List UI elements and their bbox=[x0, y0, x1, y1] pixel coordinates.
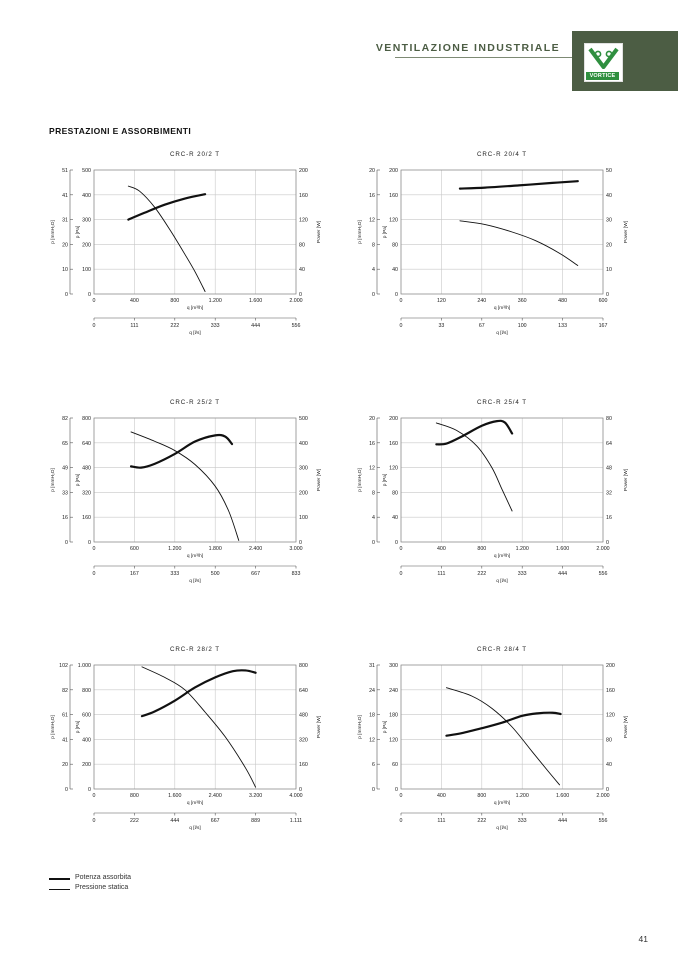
mm-tick-label: 0 bbox=[372, 540, 375, 546]
mm-tick-label: 41 bbox=[62, 192, 68, 199]
x-tick-label: 0 bbox=[92, 793, 96, 799]
y-tick-label: 0 bbox=[395, 292, 398, 298]
y-axis-label: p [Pa] bbox=[383, 720, 388, 734]
x-tick-label: 1.200 bbox=[515, 793, 529, 799]
x2-tick-label: 111 bbox=[437, 818, 446, 824]
y-tick-label: 80 bbox=[392, 490, 398, 497]
y-tick-label: 40 bbox=[392, 515, 398, 522]
mm-tick-label: 20 bbox=[369, 168, 375, 174]
y2-tick-label: 0 bbox=[299, 787, 302, 793]
x-tick-label: 480 bbox=[558, 298, 568, 304]
chart-crc-r-25-4-t bbox=[355, 396, 655, 586]
mm-tick-label: 12 bbox=[369, 217, 375, 224]
mm-axis-label: p [mmH₂O] bbox=[51, 468, 56, 492]
x-tick-label: 2.000 bbox=[289, 298, 303, 304]
y-axis-label: p [Pa] bbox=[383, 225, 388, 239]
y2-tick-label: 0 bbox=[606, 292, 609, 298]
x-tick-label: 3.200 bbox=[248, 793, 263, 799]
y2-tick-label: 120 bbox=[299, 217, 308, 224]
power-curve bbox=[446, 713, 560, 736]
x-tick-label: 800 bbox=[477, 546, 487, 552]
logo-wordmark: VORTICE bbox=[586, 72, 619, 80]
x2-axis-label: q [l/s] bbox=[496, 579, 508, 584]
y-tick-label: 240 bbox=[389, 687, 398, 694]
x2-tick-label: 0 bbox=[92, 571, 96, 577]
y2-axis-label: Power [W] bbox=[317, 220, 322, 244]
x2-tick-label: 1.111 bbox=[289, 818, 303, 824]
mm-tick-label: 82 bbox=[62, 416, 68, 422]
x-tick-label: 2.000 bbox=[596, 546, 610, 552]
y-tick-label: 500 bbox=[82, 168, 91, 174]
y-tick-label: 160 bbox=[389, 440, 398, 447]
x-tick-label: 800 bbox=[477, 793, 487, 799]
y-tick-label: 120 bbox=[389, 737, 398, 744]
y2-tick-label: 400 bbox=[299, 440, 308, 447]
y-tick-label: 80 bbox=[392, 242, 398, 249]
y2-tick-label: 48 bbox=[606, 465, 612, 472]
mm-tick-label: 49 bbox=[62, 465, 68, 472]
plot-frame bbox=[401, 665, 603, 789]
y-tick-label: 40 bbox=[392, 267, 398, 274]
mm-axis-label: p [mmH₂O] bbox=[358, 715, 363, 739]
chart-title: CRC-R 25/4 T bbox=[477, 399, 527, 406]
x-tick-label: 600 bbox=[129, 546, 139, 552]
x2-tick-label: 167 bbox=[129, 571, 139, 577]
mm-tick-label: 20 bbox=[369, 416, 375, 422]
y2-tick-label: 80 bbox=[606, 416, 612, 422]
y2-tick-label: 160 bbox=[299, 762, 308, 769]
y-tick-label: 600 bbox=[82, 712, 91, 719]
x2-tick-label: 333 bbox=[210, 323, 220, 329]
mm-tick-label: 4 bbox=[372, 267, 375, 274]
y2-tick-label: 640 bbox=[299, 687, 308, 694]
mm-tick-label: 31 bbox=[62, 217, 68, 224]
x-axis-label: q [m³/h] bbox=[186, 306, 204, 311]
mm-tick-label: 51 bbox=[62, 168, 68, 174]
x2-axis-label: q [l/s] bbox=[496, 826, 508, 831]
mm-tick-label: 8 bbox=[372, 490, 375, 497]
x2-tick-label: 33 bbox=[438, 323, 445, 329]
y2-tick-label: 40 bbox=[299, 267, 305, 274]
x-tick-label: 1.800 bbox=[208, 546, 222, 552]
mm-tick-label: 0 bbox=[65, 540, 68, 546]
mm-tick-label: 6 bbox=[372, 762, 375, 769]
y2-tick-label: 10 bbox=[606, 267, 612, 274]
x-tick-label: 2.400 bbox=[248, 546, 263, 552]
y2-tick-label: 32 bbox=[606, 490, 612, 497]
y-axis-label: p [Pa] bbox=[76, 473, 81, 487]
y-tick-label: 0 bbox=[395, 540, 398, 546]
x-tick-label: 0 bbox=[399, 298, 403, 304]
legend-label-pressure: Pressione statica bbox=[75, 884, 129, 891]
y2-tick-label: 0 bbox=[299, 292, 302, 298]
y2-axis-label: Power [W] bbox=[624, 715, 629, 739]
x2-tick-label: 444 bbox=[558, 818, 568, 824]
chart-svg bbox=[48, 396, 348, 586]
x-tick-label: 4.000 bbox=[289, 793, 303, 799]
x-tick-label: 0 bbox=[399, 546, 403, 552]
y2-tick-label: 200 bbox=[299, 490, 308, 497]
y-axis-label: p [Pa] bbox=[383, 473, 388, 487]
y2-tick-label: 80 bbox=[299, 242, 305, 249]
mm-tick-label: 0 bbox=[372, 292, 375, 298]
y-axis-label: p [Pa] bbox=[76, 225, 81, 239]
mm-tick-label: 61 bbox=[62, 712, 68, 719]
legend-item-pressure bbox=[49, 884, 199, 894]
x2-tick-label: 889 bbox=[251, 818, 261, 824]
chart-svg bbox=[355, 643, 655, 833]
mm-tick-label: 16 bbox=[62, 515, 68, 522]
x2-tick-label: 111 bbox=[437, 571, 446, 577]
chart-svg bbox=[355, 148, 655, 338]
x-axis-label: q [m³/h] bbox=[493, 801, 511, 806]
x2-tick-label: 333 bbox=[517, 818, 527, 824]
x-tick-label: 1.600 bbox=[248, 298, 263, 304]
mm-tick-label: 18 bbox=[369, 712, 375, 719]
chart-crc-r-28-4-t bbox=[355, 643, 655, 833]
x2-tick-label: 444 bbox=[251, 323, 261, 329]
y-tick-label: 480 bbox=[82, 465, 91, 472]
y2-tick-label: 30 bbox=[606, 217, 612, 224]
y-tick-label: 120 bbox=[389, 217, 398, 224]
legend-label-power: Potenza assorbita bbox=[75, 874, 132, 881]
x2-tick-label: 0 bbox=[399, 323, 403, 329]
page-number: 41 bbox=[638, 934, 648, 944]
y-tick-label: 120 bbox=[389, 465, 398, 472]
x2-axis-label: q [l/s] bbox=[496, 331, 508, 336]
x-tick-label: 1.600 bbox=[555, 546, 570, 552]
y-tick-label: 400 bbox=[82, 192, 91, 199]
x-axis-label: q [m³/h] bbox=[186, 801, 204, 806]
y-tick-label: 300 bbox=[82, 217, 91, 224]
x2-tick-label: 222 bbox=[477, 571, 487, 577]
x-tick-label: 400 bbox=[436, 793, 446, 799]
chart-title: CRC-R 28/4 T bbox=[477, 646, 527, 653]
x2-tick-label: 333 bbox=[517, 571, 527, 577]
y-tick-label: 320 bbox=[82, 490, 91, 497]
y2-axis-label: Power [W] bbox=[317, 468, 322, 492]
mm-tick-label: 65 bbox=[62, 440, 68, 447]
chart-svg bbox=[48, 643, 348, 833]
y-tick-label: 180 bbox=[389, 712, 398, 719]
y2-axis-label: Power [W] bbox=[624, 468, 629, 492]
x-tick-label: 1.200 bbox=[208, 298, 222, 304]
y-axis-label: p [Pa] bbox=[76, 720, 81, 734]
mm-tick-label: 4 bbox=[372, 515, 375, 522]
x2-tick-label: 0 bbox=[92, 818, 96, 824]
x2-axis-label: q [l/s] bbox=[189, 826, 201, 831]
y2-tick-label: 160 bbox=[606, 687, 615, 694]
mm-tick-label: 12 bbox=[369, 737, 375, 744]
x2-tick-label: 667 bbox=[251, 571, 261, 577]
power-curve bbox=[142, 670, 256, 716]
y-tick-label: 800 bbox=[82, 416, 91, 422]
y2-tick-label: 0 bbox=[606, 787, 609, 793]
mm-tick-label: 8 bbox=[372, 242, 375, 249]
x-tick-label: 600 bbox=[598, 298, 608, 304]
y2-axis-label: Power [W] bbox=[317, 715, 322, 739]
x2-tick-label: 0 bbox=[92, 323, 96, 329]
plot-frame bbox=[94, 170, 296, 294]
x-tick-label: 2.400 bbox=[208, 793, 222, 799]
legend-swatch-thick bbox=[49, 878, 70, 880]
chart-crc-r-25-2-t bbox=[48, 396, 348, 586]
mm-axis-label: p [mmH₂O] bbox=[358, 468, 363, 492]
mm-tick-label: 82 bbox=[62, 687, 68, 694]
legend-swatch-thin bbox=[49, 889, 70, 890]
section-header-title: VENTILAZIONE INDUSTRIALE bbox=[375, 42, 560, 54]
mm-axis-label: p [mmH₂O] bbox=[51, 715, 56, 739]
x-tick-label: 1.600 bbox=[168, 793, 182, 799]
x2-tick-label: 444 bbox=[558, 571, 568, 577]
y-tick-label: 200 bbox=[389, 168, 398, 174]
mm-tick-label: 41 bbox=[62, 737, 68, 744]
x2-tick-label: 833 bbox=[291, 571, 301, 577]
mm-axis-label: p [mmH₂O] bbox=[51, 220, 56, 244]
y-tick-label: 0 bbox=[88, 540, 91, 546]
y-tick-label: 0 bbox=[88, 787, 91, 793]
legend bbox=[49, 874, 199, 894]
plot-frame bbox=[94, 418, 296, 542]
x2-tick-label: 100 bbox=[517, 323, 527, 329]
y2-tick-label: 320 bbox=[299, 737, 308, 744]
x2-tick-label: 67 bbox=[478, 323, 485, 329]
mm-tick-label: 0 bbox=[372, 787, 375, 793]
mm-tick-label: 16 bbox=[369, 192, 375, 199]
section-title: PRESTAZIONI E ASSORBIMENTI bbox=[49, 126, 192, 136]
mm-tick-label: 31 bbox=[369, 663, 375, 669]
x2-tick-label: 0 bbox=[399, 818, 403, 824]
y-tick-label: 160 bbox=[82, 515, 91, 522]
x-tick-label: 0 bbox=[399, 793, 403, 799]
y-tick-label: 200 bbox=[389, 416, 398, 422]
y2-tick-label: 480 bbox=[299, 712, 308, 719]
mm-tick-label: 24 bbox=[369, 687, 375, 694]
pressure-curve bbox=[446, 688, 559, 785]
y-tick-label: 400 bbox=[82, 737, 91, 744]
y2-tick-label: 40 bbox=[606, 192, 612, 199]
mm-tick-label: 20 bbox=[62, 762, 68, 769]
y2-axis-label: Power [W] bbox=[624, 220, 629, 244]
mm-tick-label: 12 bbox=[369, 465, 375, 472]
chart-title: CRC-R 28/2 T bbox=[170, 646, 220, 653]
mm-tick-label: 10 bbox=[62, 267, 68, 274]
chart-svg bbox=[355, 396, 655, 586]
y2-tick-label: 40 bbox=[606, 762, 612, 769]
y2-tick-label: 0 bbox=[606, 540, 609, 546]
chart-svg bbox=[48, 148, 348, 338]
chart-title: CRC-R 20/2 T bbox=[170, 151, 220, 158]
y2-tick-label: 300 bbox=[299, 465, 308, 472]
y2-tick-label: 20 bbox=[606, 242, 612, 249]
y2-tick-label: 16 bbox=[606, 515, 612, 522]
power-curve bbox=[131, 435, 232, 468]
x2-tick-label: 556 bbox=[291, 323, 301, 329]
chart-title: CRC-R 25/2 T bbox=[170, 399, 220, 406]
x2-axis-label: q [l/s] bbox=[189, 331, 201, 336]
mm-tick-label: 16 bbox=[369, 440, 375, 447]
power-curve bbox=[128, 194, 205, 219]
x2-tick-label: 0 bbox=[399, 571, 403, 577]
x2-tick-label: 333 bbox=[170, 571, 180, 577]
x2-tick-label: 167 bbox=[598, 323, 608, 329]
y-tick-label: 200 bbox=[82, 762, 91, 769]
x-axis-label: q [m³/h] bbox=[493, 554, 511, 559]
x-tick-label: 400 bbox=[129, 298, 139, 304]
y-tick-label: 160 bbox=[389, 192, 398, 199]
x2-axis-label: q [l/s] bbox=[189, 579, 201, 584]
plot-frame bbox=[401, 418, 603, 542]
mm-axis-label: p [mmH₂O] bbox=[358, 220, 363, 244]
pressure-curve bbox=[128, 186, 205, 291]
mm-tick-label: 20 bbox=[62, 242, 68, 249]
mm-tick-label: 102 bbox=[59, 663, 68, 669]
legend-item-power bbox=[49, 874, 199, 884]
y2-tick-label: 800 bbox=[299, 663, 308, 669]
x-axis-label: q [m³/h] bbox=[186, 554, 204, 559]
y-tick-label: 200 bbox=[82, 242, 91, 249]
x2-tick-label: 444 bbox=[170, 818, 180, 824]
plot-frame bbox=[94, 665, 296, 789]
x2-tick-label: 500 bbox=[210, 571, 220, 577]
y2-tick-label: 200 bbox=[606, 663, 615, 669]
x-tick-label: 120 bbox=[436, 298, 446, 304]
x2-tick-label: 556 bbox=[598, 571, 608, 577]
chart-title: CRC-R 20/4 T bbox=[477, 151, 527, 158]
chart-crc-r-20-4-t bbox=[355, 148, 655, 338]
x2-tick-label: 222 bbox=[477, 818, 487, 824]
x-tick-label: 2.000 bbox=[596, 793, 610, 799]
x-tick-label: 1.600 bbox=[555, 793, 570, 799]
power-curve bbox=[436, 421, 512, 445]
vortice-logo bbox=[584, 43, 623, 82]
x2-tick-label: 133 bbox=[558, 323, 568, 329]
y-tick-label: 0 bbox=[395, 787, 398, 793]
y-tick-label: 100 bbox=[82, 267, 91, 274]
x-tick-label: 1.200 bbox=[168, 546, 182, 552]
y2-tick-label: 160 bbox=[299, 192, 308, 199]
chart-crc-r-28-2-t bbox=[48, 643, 348, 833]
y2-tick-label: 100 bbox=[299, 515, 308, 522]
x2-tick-label: 222 bbox=[129, 818, 139, 824]
y-tick-label: 300 bbox=[389, 663, 398, 669]
x-tick-label: 0 bbox=[92, 546, 96, 552]
mm-tick-label: 0 bbox=[65, 292, 68, 298]
x2-tick-label: 111 bbox=[130, 323, 139, 329]
x-tick-label: 800 bbox=[170, 298, 180, 304]
y2-tick-label: 80 bbox=[606, 737, 612, 744]
x2-tick-label: 667 bbox=[210, 818, 220, 824]
x-axis-label: q [m³/h] bbox=[493, 306, 511, 311]
y2-tick-label: 50 bbox=[606, 168, 612, 174]
y-tick-label: 0 bbox=[88, 292, 91, 298]
mm-tick-label: 33 bbox=[62, 490, 68, 497]
y2-tick-label: 64 bbox=[606, 440, 612, 447]
pressure-curve bbox=[436, 423, 512, 511]
power-curve bbox=[460, 181, 578, 188]
y2-tick-label: 120 bbox=[606, 712, 615, 719]
x-tick-label: 360 bbox=[517, 298, 527, 304]
plot-frame bbox=[401, 170, 603, 294]
x2-tick-label: 556 bbox=[598, 818, 608, 824]
x-tick-label: 3.000 bbox=[289, 546, 303, 552]
y2-tick-label: 0 bbox=[299, 540, 302, 546]
pressure-curve bbox=[460, 221, 578, 266]
x-tick-label: 240 bbox=[477, 298, 487, 304]
mm-tick-label: 0 bbox=[65, 787, 68, 793]
y-tick-label: 60 bbox=[392, 762, 398, 769]
y2-tick-label: 200 bbox=[299, 168, 308, 174]
brand-logo-box bbox=[572, 31, 678, 91]
y-tick-label: 800 bbox=[82, 687, 91, 694]
y-tick-label: 640 bbox=[82, 440, 91, 447]
y-tick-label: 1.000 bbox=[77, 663, 91, 669]
x-tick-label: 1.200 bbox=[515, 546, 529, 552]
vortice-v-icon bbox=[588, 47, 619, 69]
x-tick-label: 800 bbox=[129, 793, 139, 799]
x-tick-label: 0 bbox=[92, 298, 96, 304]
header-rule bbox=[395, 57, 572, 58]
y2-tick-label: 500 bbox=[299, 416, 308, 422]
x2-tick-label: 222 bbox=[170, 323, 180, 329]
chart-crc-r-20-2-t bbox=[48, 148, 348, 338]
x-tick-label: 400 bbox=[436, 546, 446, 552]
